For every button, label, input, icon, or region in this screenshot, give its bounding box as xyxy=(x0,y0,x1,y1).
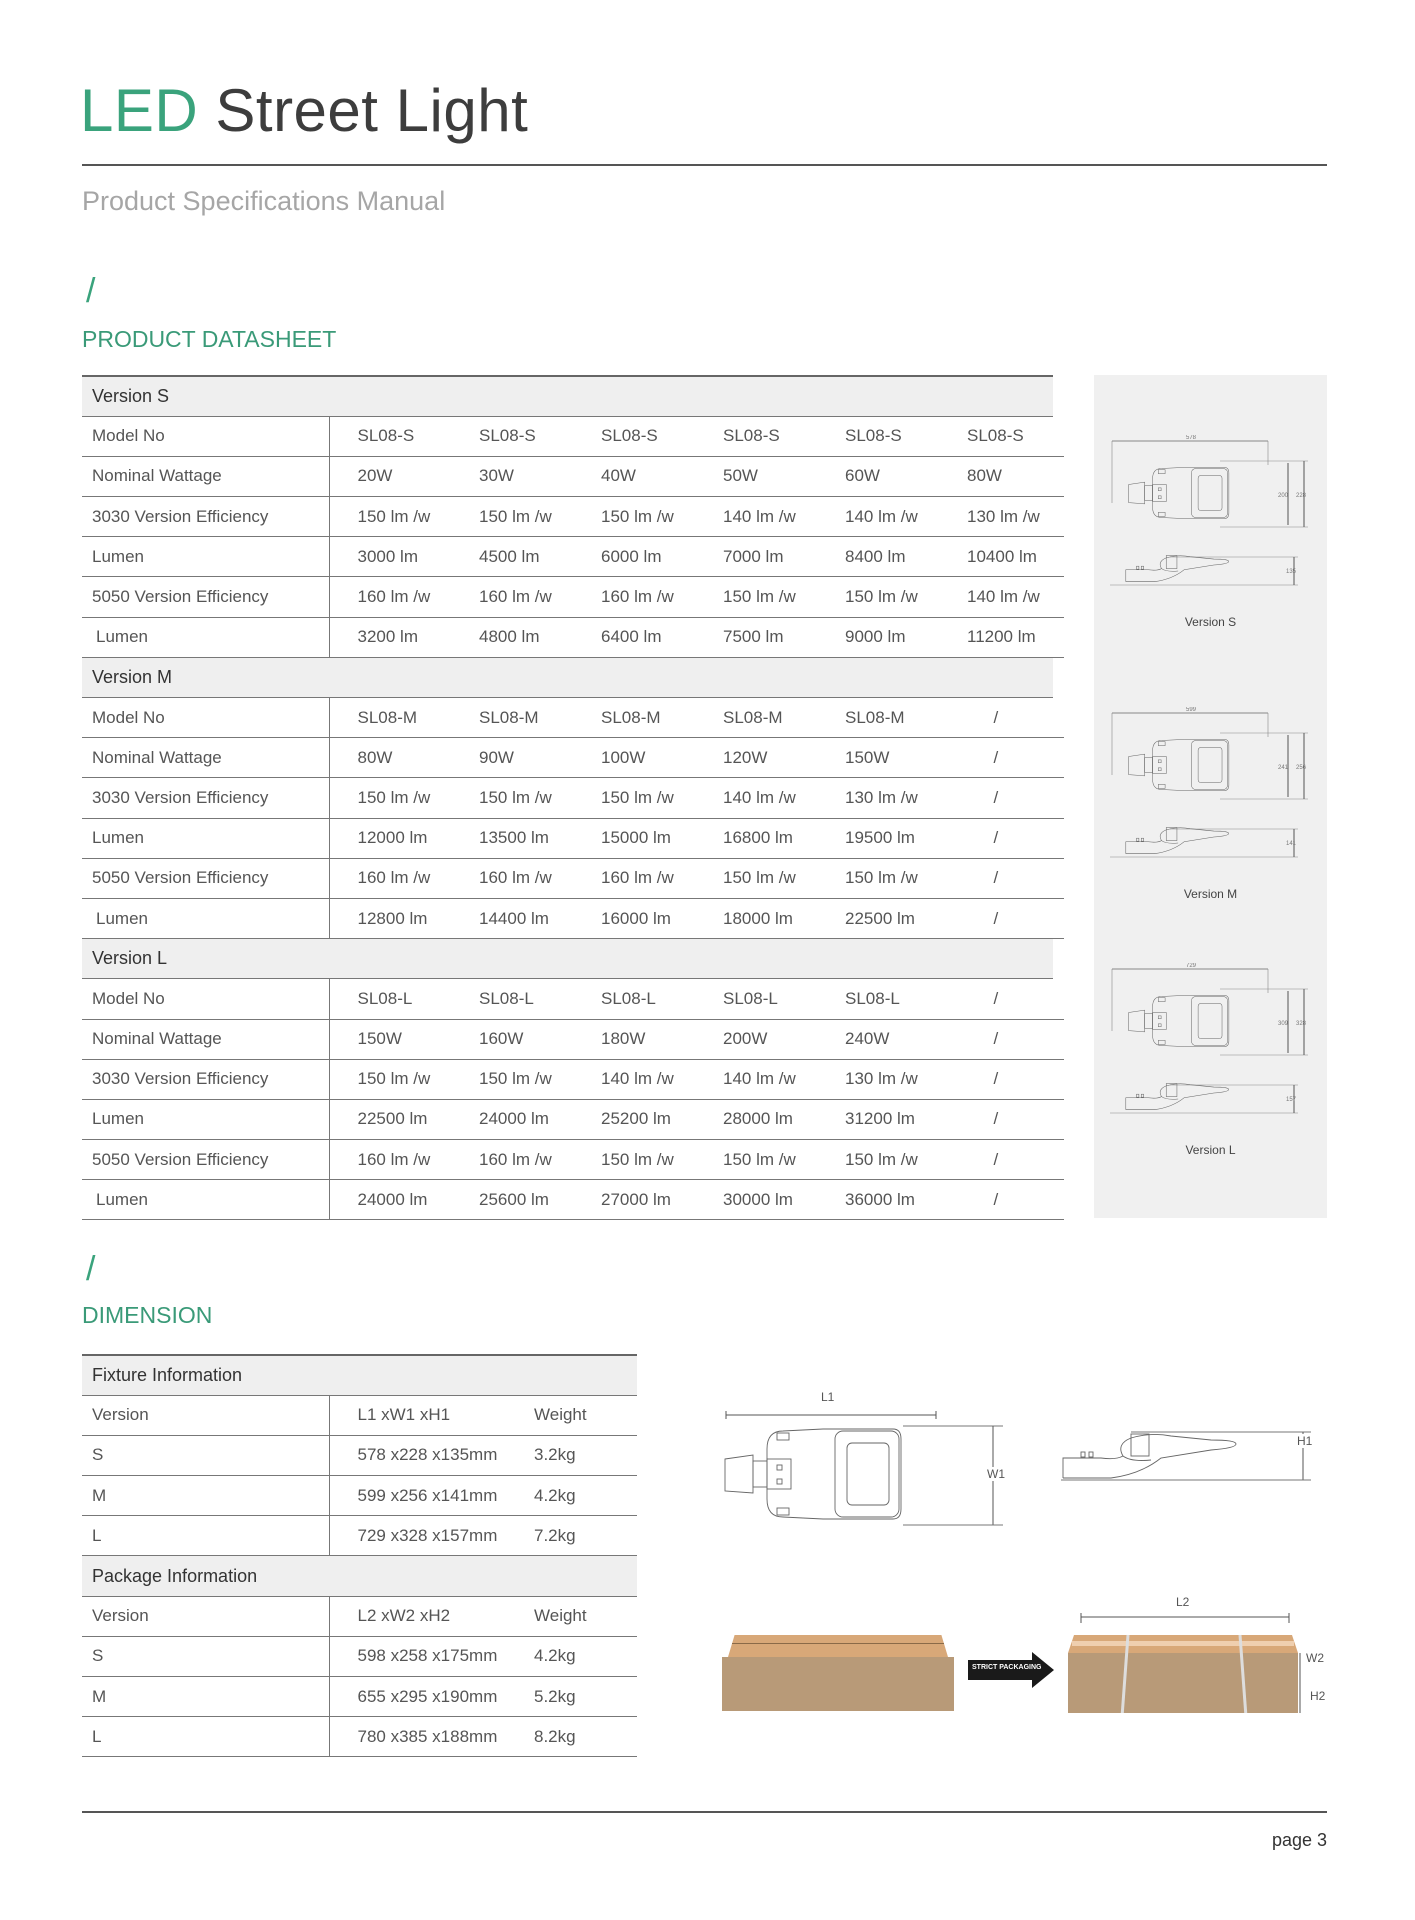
cell-spacer xyxy=(1053,416,1064,456)
cell-value: / xyxy=(939,818,1053,858)
cell-value: SL08-L xyxy=(329,979,451,1019)
cell-value: 36000 lm xyxy=(817,1180,939,1220)
top-view-drawing xyxy=(1110,981,1276,1061)
cell-weight: Weight xyxy=(524,1395,637,1435)
version-label: Version S xyxy=(82,376,1053,416)
version-header-row xyxy=(82,939,1064,979)
width-dim: 256 xyxy=(1296,765,1307,771)
cell-weight: 3.2kg xyxy=(524,1435,637,1475)
cell-spacer xyxy=(1053,898,1064,938)
cell-value: 6000 lm xyxy=(573,537,695,577)
cell-value: 150 lm /w xyxy=(573,778,695,818)
arrow-label: STRICT PACKAGING xyxy=(972,1664,1042,1671)
row-label: 3030 Version Efficiency xyxy=(82,497,329,537)
cell-weight: 7.2kg xyxy=(524,1516,637,1556)
cell-value: / xyxy=(939,1099,1053,1139)
cell-value: / xyxy=(939,698,1053,738)
fixture-top-drawing xyxy=(723,1385,1023,1535)
cell-value: / xyxy=(939,738,1053,778)
cell-value: 130 lm /w xyxy=(817,1059,939,1099)
section-slash-icon: / xyxy=(86,272,96,310)
cell-value: 150 lm /w xyxy=(329,778,451,818)
drawings-panel xyxy=(1094,375,1327,1218)
cell-value: 7500 lm xyxy=(695,617,817,657)
cell-value: 240W xyxy=(817,1019,939,1059)
cell-value: 150 lm /w xyxy=(695,858,817,898)
cell-value: 150 lm /w xyxy=(451,497,573,537)
cell-value: 60W xyxy=(817,456,939,496)
cell-spacer xyxy=(1053,1140,1064,1180)
h2-label: H2 xyxy=(1310,1689,1326,1703)
cell-value: 18000 lm xyxy=(695,898,817,938)
version-label: Version M xyxy=(1183,887,1238,901)
cell-value: 14400 lm xyxy=(451,898,573,938)
table-row xyxy=(82,898,1064,938)
inner-width-dim: 241 xyxy=(1278,765,1289,771)
cell-dimensions: 655 x295 x190mm xyxy=(329,1677,524,1717)
title-rest: Street Light xyxy=(215,77,529,144)
table-row xyxy=(82,617,1064,657)
section-slash-icon: / xyxy=(86,1250,96,1288)
cell-spacer xyxy=(1053,1180,1064,1220)
cell-value: 130 lm /w xyxy=(817,778,939,818)
row-label: 3030 Version Efficiency xyxy=(82,778,329,818)
cell-version: L xyxy=(82,1516,329,1556)
group-label: Package Information xyxy=(82,1556,637,1596)
table-row xyxy=(82,858,1064,898)
inner-width-dim: 309 xyxy=(1278,1021,1289,1027)
cell-value: 40W xyxy=(573,456,695,496)
cell-value: SL08-S xyxy=(329,416,451,456)
cell-value: 3200 lm xyxy=(329,617,451,657)
cell-version: M xyxy=(82,1677,329,1717)
cell-value: 12800 lm xyxy=(329,898,451,938)
cell-value: 24000 lm xyxy=(329,1180,451,1220)
cell-value: 150 lm /w xyxy=(573,497,695,537)
height-dim: 141 xyxy=(1286,841,1297,847)
cell-value: 16800 lm xyxy=(695,818,817,858)
version-label: Version L xyxy=(1185,1143,1236,1157)
cell-value: 31200 lm xyxy=(817,1099,939,1139)
cell-value: 12000 lm xyxy=(329,818,451,858)
cell-version: L xyxy=(82,1717,329,1757)
row-label: 5050 Version Efficiency xyxy=(82,1140,329,1180)
version-label: Version L xyxy=(82,939,1053,979)
cell-spacer xyxy=(1053,979,1064,1019)
cell-value: 160 lm /w xyxy=(451,577,573,617)
cell-value: / xyxy=(939,1019,1053,1059)
table-row xyxy=(82,778,1064,818)
cell-value: / xyxy=(939,898,1053,938)
cell-dimensions: 780 x385 x188mm xyxy=(329,1717,524,1757)
drawing-version-s xyxy=(1094,435,1327,685)
version-header-row xyxy=(82,376,1064,416)
cell-value: / xyxy=(939,778,1053,818)
cell-dimensions: 729 x328 x157mm xyxy=(329,1516,524,1556)
cell-value: 160 lm /w xyxy=(573,577,695,617)
length-dim: 729 xyxy=(1186,963,1197,969)
cell-value: 160 lm /w xyxy=(329,858,451,898)
cell-value: 160 lm /w xyxy=(573,858,695,898)
table-row xyxy=(82,537,1064,577)
strict-packaging-arrow xyxy=(968,1652,1054,1688)
table-row xyxy=(82,1099,1064,1139)
cell-spacer xyxy=(1053,1059,1064,1099)
cell-value: 25600 lm xyxy=(451,1180,573,1220)
cell-value: 30000 lm xyxy=(695,1180,817,1220)
row-label: Nominal Wattage xyxy=(82,1019,329,1059)
row-label: Model No xyxy=(82,416,329,456)
cell-value: SL08-M xyxy=(695,698,817,738)
cell-value: 16000 lm xyxy=(573,898,695,938)
cell-value: 150 lm /w xyxy=(451,778,573,818)
row-label: Lumen xyxy=(82,1099,329,1139)
cell-version: S xyxy=(82,1636,329,1676)
drawing-version-l xyxy=(1094,963,1327,1213)
side-view-drawing xyxy=(1110,821,1276,859)
group-header-row xyxy=(82,1355,637,1395)
table-row xyxy=(82,979,1064,1019)
cell-spacer xyxy=(1053,497,1064,537)
dimension-table xyxy=(82,1354,637,1757)
cell-weight: 8.2kg xyxy=(524,1717,637,1757)
group-header-row xyxy=(82,1556,637,1596)
cell-value: 11200 lm xyxy=(939,617,1053,657)
row-label: Lumen xyxy=(82,537,329,577)
cell-value: 140 lm /w xyxy=(817,497,939,537)
top-view-drawing xyxy=(1110,725,1276,805)
group-label: Fixture Information xyxy=(82,1355,637,1395)
cell-value: 160W xyxy=(451,1019,573,1059)
cell-value: 160 lm /w xyxy=(329,1140,451,1180)
cell-value: / xyxy=(939,1059,1053,1099)
cell-version: Version xyxy=(82,1596,329,1636)
cell-value: 25200 lm xyxy=(573,1099,695,1139)
row-label: Nominal Wattage xyxy=(82,456,329,496)
cell-value: 10400 lm xyxy=(939,537,1053,577)
table-row xyxy=(82,1677,637,1717)
cell-value: 28000 lm xyxy=(695,1099,817,1139)
table-row xyxy=(82,1180,1064,1220)
cell-value: SL08-M xyxy=(451,698,573,738)
row-label: Lumen xyxy=(82,617,329,657)
cell-spacer xyxy=(1053,577,1064,617)
inner-width-dim: 200 xyxy=(1278,493,1289,499)
cell-value: 150 lm /w xyxy=(695,577,817,617)
top-view-drawing xyxy=(1110,453,1276,533)
table-row xyxy=(82,698,1064,738)
cell-value: 160 lm /w xyxy=(451,858,573,898)
cell-spacer xyxy=(1053,537,1064,577)
cell-value: 150 lm /w xyxy=(695,1140,817,1180)
version-label: Version M xyxy=(82,657,1053,697)
side-view-drawing xyxy=(1110,549,1276,587)
cell-value: SL08-L xyxy=(451,979,573,1019)
cell-version: M xyxy=(82,1476,329,1516)
box-unwrapped xyxy=(722,1635,954,1711)
cell-value: 50W xyxy=(695,456,817,496)
table-row xyxy=(82,1636,637,1676)
table-row xyxy=(82,1140,1064,1180)
page-title xyxy=(80,76,528,145)
row-label: 5050 Version Efficiency xyxy=(82,577,329,617)
cell-spacer xyxy=(1053,1099,1064,1139)
page-number: page 3 xyxy=(1271,1830,1327,1850)
cell-dimensions: 578 x228 x135mm xyxy=(329,1435,524,1475)
cell-value: / xyxy=(939,858,1053,898)
cell-spacer xyxy=(1053,778,1064,818)
cell-value: 100W xyxy=(573,738,695,778)
cell-spacer xyxy=(1053,698,1064,738)
cell-value: 150 lm /w xyxy=(329,1059,451,1099)
title-accent: LED xyxy=(80,77,199,144)
cell-spacer xyxy=(1053,738,1064,778)
table-row xyxy=(82,497,1064,537)
cell-value: 22500 lm xyxy=(329,1099,451,1139)
cell-value: SL08-S xyxy=(573,416,695,456)
table-row xyxy=(82,456,1064,496)
table-row xyxy=(82,1516,637,1556)
cell-weight: 4.2kg xyxy=(524,1476,637,1516)
cell-value: 160 lm /w xyxy=(329,577,451,617)
cell-dimensions: 598 x258 x175mm xyxy=(329,1636,524,1676)
cell-value: 90W xyxy=(451,738,573,778)
cell-spacer xyxy=(1053,818,1064,858)
cell-value: 140 lm /w xyxy=(573,1059,695,1099)
row-label: Model No xyxy=(82,698,329,738)
cell-value: 140 lm /w xyxy=(695,497,817,537)
cell-value: 19500 lm xyxy=(817,818,939,858)
cell-value: 30W xyxy=(451,456,573,496)
l2-label: L2 xyxy=(1176,1595,1190,1609)
box-wrapped xyxy=(1066,1595,1336,1715)
section-title-dimension: DIMENSION xyxy=(82,1302,213,1328)
length-dim: 578 xyxy=(1186,435,1197,441)
side-view-drawing xyxy=(1110,1077,1276,1115)
width-dim: 328 xyxy=(1296,1021,1307,1027)
cell-weight: Weight xyxy=(524,1596,637,1636)
column-header-row xyxy=(82,1395,637,1435)
cell-dimensions: L2 xW2 xH2 xyxy=(329,1596,524,1636)
cell-value: 120W xyxy=(695,738,817,778)
version-header-row xyxy=(82,657,1064,697)
cell-value: SL08-L xyxy=(573,979,695,1019)
cell-dimensions: 599 x256 x141mm xyxy=(329,1476,524,1516)
cell-weight: 4.2kg xyxy=(524,1636,637,1676)
cell-value: 150 lm /w xyxy=(817,858,939,898)
header-divider xyxy=(82,164,1327,166)
column-header-row xyxy=(82,1596,637,1636)
table-row xyxy=(82,416,1064,456)
cell-value: 150 lm /w xyxy=(817,577,939,617)
footer-divider xyxy=(82,1811,1327,1813)
cell-value: / xyxy=(939,979,1053,1019)
table-row xyxy=(82,1435,637,1475)
datasheet-table xyxy=(82,375,1064,1220)
table-row xyxy=(82,1476,637,1516)
cell-value: 8400 lm xyxy=(817,537,939,577)
cell-value: 150 lm /w xyxy=(451,1059,573,1099)
row-label: Model No xyxy=(82,979,329,1019)
cell-value: / xyxy=(939,1140,1053,1180)
cell-value: 200W xyxy=(695,1019,817,1059)
section-title-datasheet: PRODUCT DATASHEET xyxy=(82,326,337,352)
row-label: 5050 Version Efficiency xyxy=(82,858,329,898)
cell-value: 15000 lm xyxy=(573,818,695,858)
drawing-version-m xyxy=(1094,707,1327,957)
cell-value: 6400 lm xyxy=(573,617,695,657)
w2-label: W2 xyxy=(1306,1651,1324,1665)
cell-value: 20W xyxy=(329,456,451,496)
subtitle: Product Specifications Manual xyxy=(82,186,446,216)
cell-dimensions: L1 xW1 xH1 xyxy=(329,1395,524,1435)
cell-spacer xyxy=(1053,858,1064,898)
cell-spacer xyxy=(1053,617,1064,657)
cell-value: SL08-M xyxy=(329,698,451,738)
row-label: Lumen xyxy=(82,898,329,938)
cell-value: 140 lm /w xyxy=(939,577,1053,617)
length-dim: 599 xyxy=(1186,707,1197,713)
cell-value: 9000 lm xyxy=(817,617,939,657)
cell-value: 150W xyxy=(817,738,939,778)
table-row xyxy=(82,738,1064,778)
cell-weight: 5.2kg xyxy=(524,1677,637,1717)
table-row xyxy=(82,577,1064,617)
cell-value: 140 lm /w xyxy=(695,1059,817,1099)
cell-value: 7000 lm xyxy=(695,537,817,577)
cell-value: 130 lm /w xyxy=(939,497,1053,537)
cell-value: SL08-S xyxy=(695,416,817,456)
cell-value: 150 lm /w xyxy=(817,1140,939,1180)
cell-value: SL08-L xyxy=(817,979,939,1019)
cell-value: 150 lm /w xyxy=(573,1140,695,1180)
row-label: Lumen xyxy=(82,1180,329,1220)
cell-value: / xyxy=(939,1180,1053,1220)
l1-label: L1 xyxy=(821,1390,835,1404)
cell-value: 4800 lm xyxy=(451,617,573,657)
table-row xyxy=(82,1019,1064,1059)
cell-value: 13500 lm xyxy=(451,818,573,858)
cell-spacer xyxy=(1053,1019,1064,1059)
w1-label: W1 xyxy=(987,1467,1005,1481)
row-label: Lumen xyxy=(82,818,329,858)
h1-label: H1 xyxy=(1297,1434,1313,1448)
cell-value: 80W xyxy=(329,738,451,778)
cell-value: 180W xyxy=(573,1019,695,1059)
cell-value: SL08-L xyxy=(695,979,817,1019)
cell-value: SL08-M xyxy=(573,698,695,738)
cell-value: 27000 lm xyxy=(573,1180,695,1220)
cell-value: 22500 lm xyxy=(817,898,939,938)
cell-spacer xyxy=(1053,456,1064,496)
width-dim: 228 xyxy=(1296,493,1307,499)
height-dim: 135 xyxy=(1286,569,1297,575)
cell-value: SL08-S xyxy=(939,416,1053,456)
table-row xyxy=(82,1059,1064,1099)
cell-value: 150W xyxy=(329,1019,451,1059)
cell-value: 80W xyxy=(939,456,1053,496)
cell-value: 160 lm /w xyxy=(451,1140,573,1180)
row-label: Nominal Wattage xyxy=(82,738,329,778)
cell-value: SL08-S xyxy=(817,416,939,456)
height-dim: 157 xyxy=(1286,1097,1297,1103)
cell-version: S xyxy=(82,1435,329,1475)
row-label: 3030 Version Efficiency xyxy=(82,1059,329,1099)
version-label: Version S xyxy=(1184,615,1237,629)
cell-value: 140 lm /w xyxy=(695,778,817,818)
cell-value: 3000 lm xyxy=(329,537,451,577)
cell-value: SL08-S xyxy=(451,416,573,456)
table-row xyxy=(82,1717,637,1757)
cell-value: 24000 lm xyxy=(451,1099,573,1139)
fixture-side-drawing xyxy=(1061,1420,1321,1500)
cell-value: SL08-M xyxy=(817,698,939,738)
cell-value: 150 lm /w xyxy=(329,497,451,537)
cell-version: Version xyxy=(82,1395,329,1435)
table-row xyxy=(82,818,1064,858)
cell-value: 4500 lm xyxy=(451,537,573,577)
